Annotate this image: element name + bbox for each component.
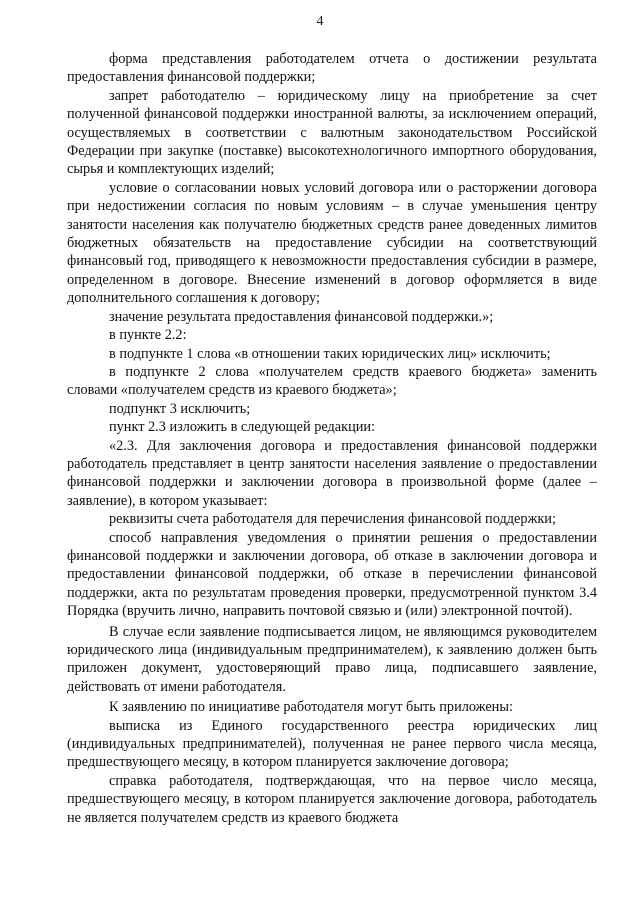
paragraph-contract-terms: условие о согласовании новых условий договора или о расторжении договора при недостижении согласия по новым условиям – в случае уменьшения центру занятости населения как получателю бюджетных средств ранее доведенных лимитов бюджетных обязательств на предоставление субсидии на соответствующий финансовый год, приводящего к невозможности предоставления субсидии в размере, определенном в договоре. Внесение изменений в договор оформляется в виде дополнительного соглашения к договору; [67, 179, 597, 307]
paragraph-clause-2-3-intro: пункт 2.3 изложить в следующей редакции: [109, 419, 376, 436]
paragraph-report-form: форма представления работодателем отчета о достижении результата предоставления финансовой поддержки; [67, 51, 597, 86]
paragraph-subclause-2: в подпункте 2 слова «получателем средств краевого бюджета» заменить словами «получателем средств из краевого бюджета»; [67, 363, 597, 399]
paragraph-attachments-intro: К заявлению по инициативе работодателя могут быть приложены: [109, 699, 513, 716]
document-body [67, 50, 597, 827]
paragraph-currency-ban: запрет работодателю – юридическому лицу на приобретение за счет полученной финансовой поддержки иностранной валюты, за исключением операций, осуществляемых в соответствии с валютным законодательством Российской Федерации при закупке (поставке) высокотехнологичного импортного оборудования, сырья и комплектующих изделий; [67, 87, 597, 178]
paragraph-result-value: значение результата предоставления финансовой поддержки.»; [109, 308, 494, 325]
page-number: 4 [316, 14, 324, 29]
paragraph-subclause-1: в подпункте 1 слова «в отношении таких юридических лиц» исключить; [109, 345, 551, 362]
paragraph-clause-2-2: в пункте 2.2: [109, 327, 187, 344]
paragraph-bank-details: реквизиты счета работодателя для перечисления финансовой поддержки; [109, 511, 556, 528]
paragraph-notification-method: способ направления уведомления о принятии решения о предоставлении финансовой поддержки и заключении договора, об отказе в заключении договора и предоставлении финансовой поддержки, об отказе в перечислении финансовой поддержки, акта по результатам проведения проверки, предусмотренной пунктом 3.4 Порядка (вручить лично, направить почтовой связью и (или) электронной почтой). [67, 529, 597, 620]
paragraph-subclause-3: подпункт 3 исключить; [109, 400, 251, 417]
paragraph-clause-2-3: «2.3. Для заключения договора и предоставления финансовой поддержки работодатель представляет в центр занятости населения заявление о предоставлении финансовой поддержки и заключении договора в произвольной форме (далее – заявление), в котором указывает: [67, 437, 597, 509]
paragraph-registry-extract: выписка из Единого государственного реестра юридических лиц (индивидуальных предпринимателей), полученная не ранее первого числа месяца, предшествующего месяцу, в котором планируется заключение договора; [67, 717, 597, 771]
paragraph-employer-certificate: справка работодателя, подтверждающая, что на первое число месяца, предшествующего месяцу, в котором планируется заключение договора, работодатель не является получателем средств из краевого бюджета [67, 772, 597, 826]
paragraph-signatory: В случае если заявление подписывается лицом, не являющимся руководителем юридического лица (индивидуальным предпринимателем), к заявлению должен быть приложен документ, удостоверяющий право лица, подписавшего заявление, действовать от имени работодателя. [67, 623, 597, 695]
